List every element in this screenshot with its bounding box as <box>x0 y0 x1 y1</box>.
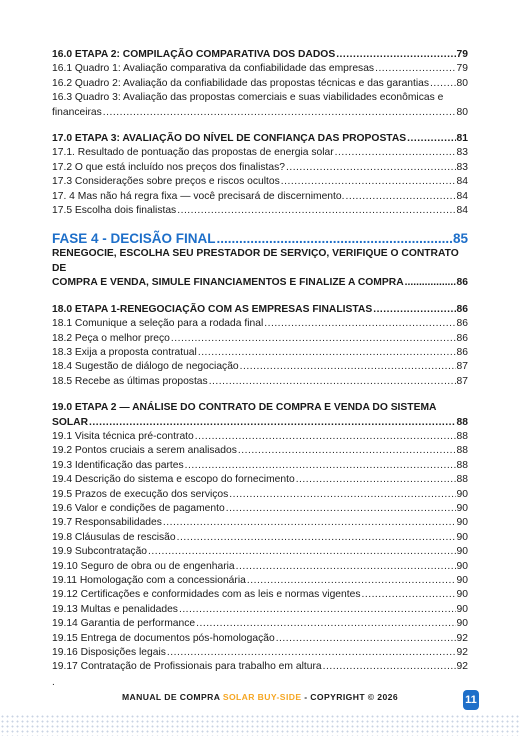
toc-entry-text: 16.1 Quadro 1: Avaliação comparativa da confiabilidade das empresas <box>52 63 375 75</box>
toc-entry[interactable] <box>52 332 468 346</box>
spacer <box>52 291 468 303</box>
toc-page-number: 90 <box>456 560 468 572</box>
toc-entry[interactable] <box>52 502 468 516</box>
dot-leader <box>375 62 455 76</box>
toc-entry-text: 19.1 Visita técnica pré-contrato <box>52 430 194 442</box>
toc-entry[interactable] <box>52 62 468 76</box>
toc-page-number: 90 <box>456 546 468 558</box>
toc-page-number: 88 <box>456 474 468 486</box>
toc-entry[interactable] <box>52 516 468 530</box>
toc-entry[interactable] <box>52 603 468 617</box>
toc-entry-text-cont: financeiras <box>52 106 102 118</box>
dot-leader <box>229 488 455 502</box>
dot-leader <box>407 132 455 146</box>
dot-leader <box>296 473 456 487</box>
toc-entry-text: 19.12 Certificações e conformidades com as leis e normas vigentes <box>52 589 361 601</box>
toc-entry[interactable] <box>52 146 468 160</box>
dot-leader <box>103 106 456 120</box>
toc-entry-text: 19.14 Garantia de performance <box>52 618 196 630</box>
dot-leader <box>336 48 455 62</box>
toc-page-number: 92 <box>456 661 468 673</box>
dot-leader <box>198 346 456 360</box>
toc-page-number: 88 <box>456 459 468 471</box>
toc-page-number: 88 <box>456 416 468 428</box>
toc-heading-text: 17.0 ETAPA 3: AVALIAÇÃO DO NÍVEL DE CONFIANÇA DAS PROPOSTAS <box>52 133 407 145</box>
toc-page-number: 80 <box>456 106 468 118</box>
toc-page-number: 90 <box>456 502 468 514</box>
toc-page-number: 90 <box>456 517 468 529</box>
toc-page-number: 86 <box>456 318 468 330</box>
toc-heading-18[interactable] <box>52 303 468 317</box>
toc-entry[interactable] <box>52 459 468 473</box>
toc-entry[interactable] <box>52 375 468 389</box>
toc-page-number: 90 <box>456 603 468 615</box>
spacer <box>52 218 468 230</box>
toc-page-number: 90 <box>456 589 468 601</box>
phase-title: FASE 4 - DECISÃO FINAL <box>52 231 216 247</box>
toc-entry-text: 18.2 Peça o melhor preço <box>52 332 170 344</box>
toc-page-number: 87 <box>456 375 468 387</box>
toc-entry[interactable] <box>52 175 468 189</box>
toc-entry[interactable] <box>52 588 468 602</box>
footer-brand: SOLAR BUY-SIDE <box>222 692 302 702</box>
toc-entry-text: 19.15 Entrega de documentos pós-homologação <box>52 632 275 644</box>
toc-entry[interactable] <box>52 560 468 574</box>
dot-leader <box>238 444 456 458</box>
dot-leader <box>171 332 456 346</box>
toc-page-number: 84 <box>456 190 468 202</box>
toc-entry-text: 17.1. Resultado de pontuação das propostas de energia solar <box>52 147 334 159</box>
dot-leader <box>276 632 456 646</box>
dot-leader <box>405 276 456 290</box>
toc-entry-text: 19.5 Prazos de execução dos serviços <box>52 488 229 500</box>
toc-entry-text: 17.5 Escolha dois finalistas <box>52 205 177 217</box>
toc-entry-text: 19.7 Responsabilidades <box>52 517 162 529</box>
toc-page-number: 83 <box>456 147 468 159</box>
toc-entry[interactable] <box>52 531 468 545</box>
dot-leader <box>247 574 456 588</box>
toc-page-number: 90 <box>456 488 468 500</box>
toc-entry[interactable] <box>52 660 468 674</box>
dot-leader <box>226 502 456 516</box>
toc-entry[interactable] <box>52 430 468 444</box>
toc-page-number: 86 <box>456 346 468 358</box>
dot-leader <box>179 603 456 617</box>
toc-page-number: 79 <box>456 63 468 75</box>
toc-entry-text: 19.10 Seguro de obra ou de engenharia <box>52 560 235 572</box>
dot-leader <box>185 459 456 473</box>
toc-page-number: 87 <box>456 361 468 373</box>
toc-heading-text: 19.0 ETAPA 2 — ANÁLISE DO CONTRATO DE COMPRA E VENDA DO SISTEMA <box>52 402 437 414</box>
toc-page-number: 84 <box>456 176 468 188</box>
toc-entry[interactable] <box>52 473 468 487</box>
toc-page-number: 90 <box>456 618 468 630</box>
dotted-pattern-decoration <box>0 714 520 736</box>
toc-entry-multiline[interactable] <box>52 91 468 120</box>
toc-entry-text: 19.3 Identificação das partes <box>52 459 184 471</box>
toc-page-number: 84 <box>456 205 468 217</box>
toc-page-number: 81 <box>456 133 468 145</box>
dot-leader <box>335 146 456 160</box>
toc-entry[interactable] <box>52 646 468 660</box>
toc-page-number: 92 <box>456 632 468 644</box>
footer-prefix: MANUAL DE COMPRA <box>121 692 223 702</box>
page-number-badge: 11 <box>463 690 479 710</box>
toc-heading-16[interactable] <box>52 48 468 62</box>
toc-entry-text: 18.1 Comunique a seleção para a rodada final <box>52 318 264 330</box>
toc-entry[interactable] <box>52 161 468 175</box>
dot-leader <box>345 190 455 204</box>
toc-heading-19[interactable] <box>52 401 468 430</box>
toc-entry[interactable] <box>52 545 468 559</box>
toc-entry-text: 19.16 Disposições legais <box>52 647 166 659</box>
toc-entry[interactable] <box>52 632 468 646</box>
toc-entry[interactable] <box>52 574 468 588</box>
toc-entry-text: 17.2 O que está incluído nos preços dos finalistas? <box>52 161 285 173</box>
spacer <box>52 120 468 132</box>
toc-heading-text: 16.0 ETAPA 2: COMPILAÇÃO COMPARATIVA DOS DADOS <box>52 49 336 60</box>
toc-page-number: 80 <box>456 77 468 89</box>
footer-suffix: - COPYRIGHT © 2026 <box>301 692 399 702</box>
phase-subtitle-line: COMPRA E VENDA, SIMULE FINANCIAMENTOS E FINALIZE A COMPRA <box>52 277 404 289</box>
toc-page-number: 86 <box>456 303 468 315</box>
toc-heading-text: 18.0 ETAPA 1-RENEGOCIAÇÃO COM AS EMPRESAS FINALISTAS <box>52 303 373 315</box>
toc-phase-heading[interactable] <box>52 230 468 247</box>
dot-leader <box>177 204 455 218</box>
toc-entry[interactable] <box>52 617 468 631</box>
toc-entry[interactable] <box>52 444 468 458</box>
dot-leader <box>209 375 456 389</box>
dot-leader <box>196 617 455 631</box>
toc-entry-text: 19.6 Valor e condições de pagamento <box>52 502 225 514</box>
dot-leader <box>240 360 456 374</box>
dot-leader <box>195 430 456 444</box>
toc-page-number: 79 <box>456 49 468 60</box>
toc-entry[interactable] <box>52 360 468 374</box>
dot-leader <box>286 161 456 175</box>
phase-subtitle-line: RENEGOCIE, ESCOLHA SEU PRESTADOR DE SERVIÇO, VERIFIQUE O CONTRATO DE <box>52 248 459 274</box>
dot-leader <box>281 175 456 189</box>
toc-page-number: 85 <box>452 231 468 247</box>
toc-entry-text: 19.11 Homologação com a concessionária <box>52 575 246 586</box>
toc-heading-17[interactable] <box>52 132 468 146</box>
page-footer <box>0 692 520 702</box>
stray-mark: . <box>52 676 55 688</box>
dot-leader <box>373 303 455 317</box>
dot-leader <box>323 660 456 674</box>
toc-page-number: 88 <box>456 445 468 457</box>
toc-page-number: 86 <box>456 277 468 289</box>
toc-entry[interactable] <box>52 77 468 91</box>
toc-entry-text: 17.3 Considerações sobre preços e riscos ocultos <box>52 176 280 188</box>
toc-entry-text: 19.8 Cláusulas de rescisão <box>52 531 176 543</box>
dot-leader <box>148 545 456 559</box>
toc-entry[interactable] <box>52 488 468 502</box>
table-of-contents <box>52 48 468 689</box>
toc-entry[interactable] <box>52 317 468 331</box>
dot-leader <box>163 516 456 530</box>
toc-page-number: 88 <box>456 430 468 442</box>
dot-leader <box>89 416 455 430</box>
toc-entry-text: 17. 4 Mas não há regra fixa — você precisará de discernimento. <box>52 190 345 202</box>
toc-entry-text: 16.3 Quadro 3: Avaliação das propostas comerciais e suas viabilidades econômicas e <box>52 92 444 104</box>
toc-page-number: 92 <box>456 647 468 659</box>
toc-entry-text: 18.5 Recebe as últimas propostas <box>52 375 208 387</box>
toc-entry-text: 19.4 Descrição do sistema e escopo do fornecimento <box>52 474 295 486</box>
dot-leader <box>264 317 455 331</box>
dot-leader <box>236 560 456 574</box>
toc-entry-text: 18.3 Exija a proposta contratual <box>52 346 197 358</box>
toc-page-number: 83 <box>456 161 468 173</box>
spacer <box>52 389 468 401</box>
toc-entry[interactable] <box>52 346 468 360</box>
toc-page-number: 90 <box>456 575 468 586</box>
toc-phase-subtitle[interactable] <box>52 247 468 290</box>
toc-page-number: 86 <box>456 332 468 344</box>
toc-heading-text-cont: SOLAR <box>52 416 89 428</box>
dot-leader <box>177 531 456 545</box>
toc-entry-text: 18.4 Sugestão de diálogo de negociação <box>52 361 239 373</box>
toc-entry-text: 19.17 Contratação de Profissionais para trabalho em altura <box>52 661 322 673</box>
toc-entry[interactable] <box>52 190 468 204</box>
toc-entry-text: 19.2 Pontos cruciais a serem analisados <box>52 445 237 457</box>
toc-page-number: 90 <box>456 531 468 543</box>
dot-leader <box>361 588 455 602</box>
dot-leader <box>167 646 456 660</box>
toc-entry-text: 16.2 Quadro 2: Avaliação da confiabilidade das propostas técnicas e das garantias <box>52 77 430 89</box>
toc-entry[interactable] <box>52 204 468 218</box>
toc-entry-text: 19.13 Multas e penalidades <box>52 603 178 615</box>
toc-entry-text: 19.9 Subcontratação <box>52 546 148 558</box>
dot-leader <box>217 230 452 247</box>
dot-leader <box>430 77 455 91</box>
